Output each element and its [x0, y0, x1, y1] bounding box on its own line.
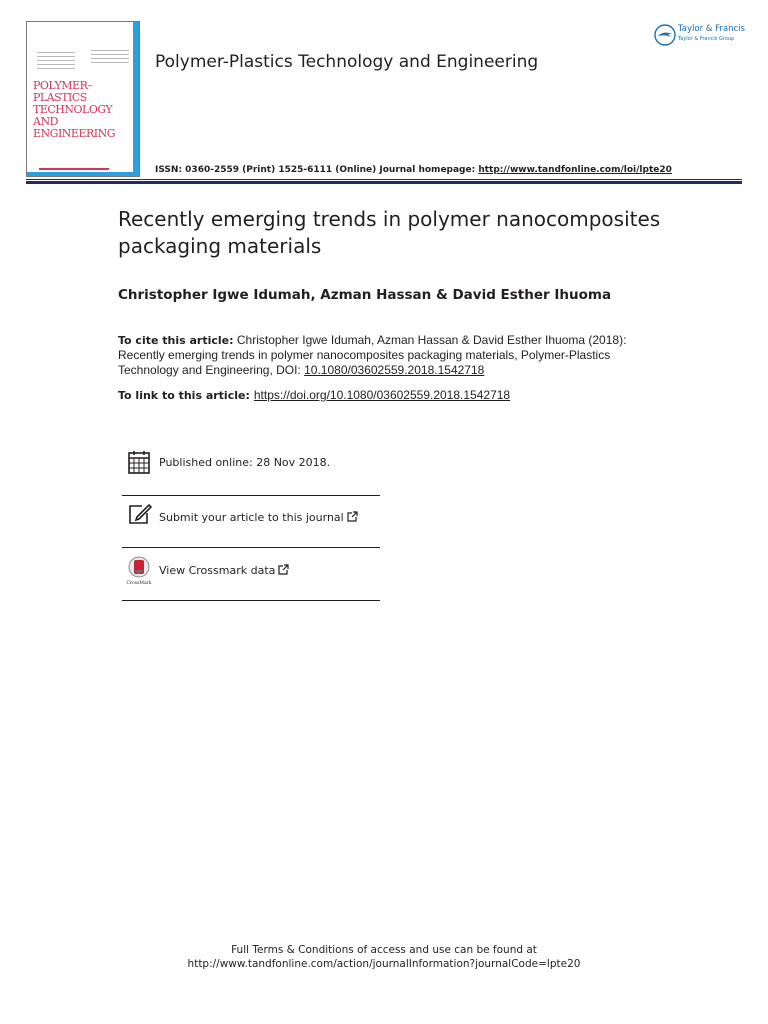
header-rule-thick — [26, 181, 742, 184]
cite-label: To cite this article: — [118, 334, 234, 347]
publisher-name: Taylor & Francis — [678, 24, 745, 34]
cover-text-lines — [37, 52, 75, 72]
published-date-text: Published online: 28 Nov 2018. — [159, 456, 331, 469]
submit-article-link[interactable] — [159, 511, 358, 524]
journal-title: Polymer-Plastics Technology and Engineering — [155, 52, 539, 72]
cover-side-strip — [133, 22, 139, 177]
crossmark-caption: CrossMark — [126, 581, 152, 586]
citation-block — [118, 333, 638, 378]
publisher-logo — [654, 22, 749, 48]
crossmark-link[interactable] — [159, 564, 289, 577]
submit-article-text: Submit your article to this journal — [159, 511, 344, 524]
article-authors: Christopher Igwe Idumah, Azman Hassan & David Esther Ihuoma — [118, 287, 612, 303]
article-doi-link[interactable]: https://doi.org/10.1080/03602559.2018.1542718 — [253, 388, 511, 402]
edit-icon — [128, 503, 152, 525]
link-label: To link to this article: — [118, 389, 250, 402]
footer-terms-link[interactable]: http://www.tandfonline.com/action/journalInformation?journalCode=lpte20 — [187, 958, 581, 970]
header-rule-thin — [26, 179, 742, 180]
published-row — [122, 450, 380, 480]
issn-line — [155, 165, 672, 175]
info-divider-2 — [122, 547, 380, 548]
taylor-francis-logo-icon — [654, 24, 676, 46]
cover-title: POLYMER–PLASTICS TECHNOLOGY AND ENGINEERING — [33, 79, 116, 140]
footer-terms — [0, 943, 768, 971]
external-link-icon — [278, 564, 289, 575]
publisher-group: Taylor & Francis Group — [678, 36, 735, 42]
cover-editor-line — [39, 168, 109, 170]
footer-line-1: Full Terms & Conditions of access and use can be found at — [231, 944, 537, 956]
journal-homepage-link[interactable]: http://www.tandfonline.com/loi/lpte20 — [478, 165, 672, 175]
calendar-icon — [128, 450, 150, 474]
cover-volume-lines — [91, 50, 129, 66]
info-divider-1 — [122, 495, 380, 496]
crossmark-text: View Crossmark data — [159, 564, 276, 577]
journal-cover-image — [26, 21, 140, 177]
submit-article-row[interactable] — [122, 503, 380, 533]
cite-doi-link[interactable]: 10.1080/03602559.2018.1542718 — [304, 363, 485, 377]
article-title: Recently emerging trends in polymer nanocomposites packaging materials — [118, 207, 661, 258]
cover-bottom-strip — [27, 172, 140, 177]
info-divider-3 — [122, 600, 380, 601]
external-link-icon — [347, 511, 358, 522]
crossmark-row[interactable] — [122, 556, 380, 588]
cite-text: Christopher Igwe Idumah, Azman Hassan & David Esther Ihuoma (2018): Recently emerging trends in polymer nanocomposites packaging materials, Polymer-Plastics Technology and Engineering, DOI: — [118, 333, 627, 377]
issn-text: ISSN: 0360-2559 (Print) 1525-6111 (Online) Journal homepage: — [155, 165, 479, 175]
article-link-line — [118, 388, 510, 402]
crossmark-icon — [126, 556, 152, 586]
